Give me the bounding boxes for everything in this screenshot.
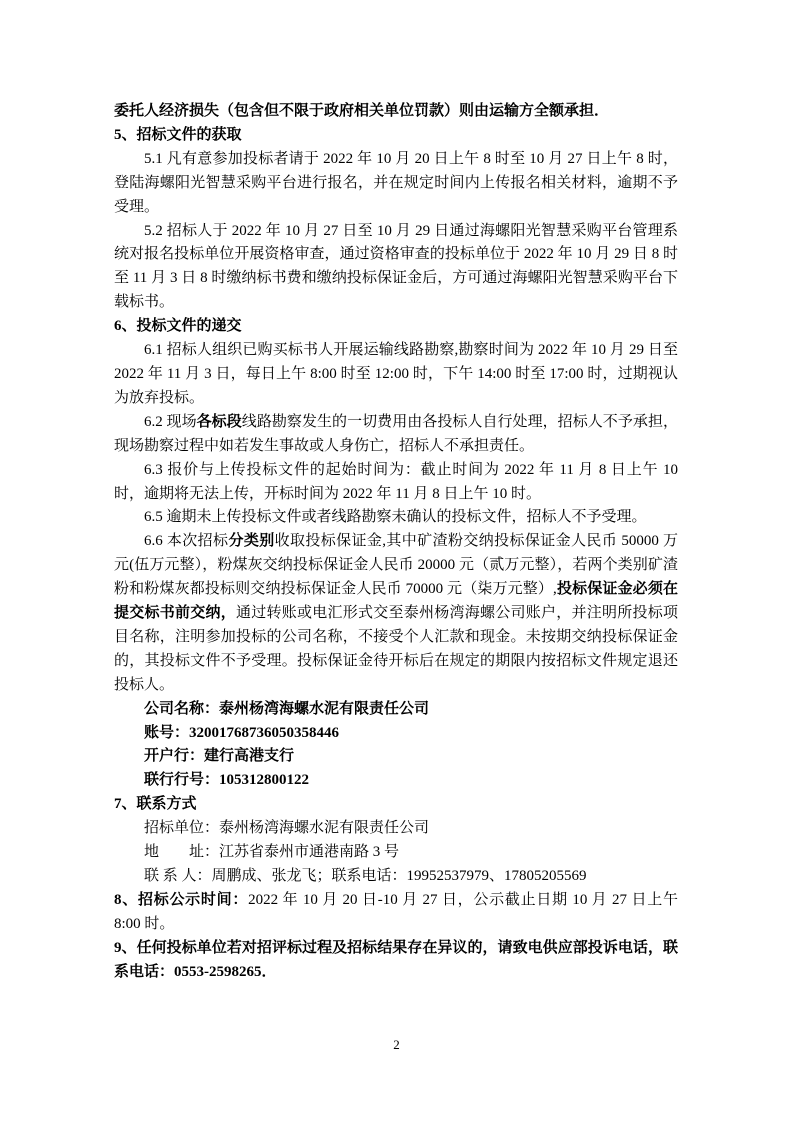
clause-6-6-text-3: 通过转账或电汇形式交至泰州杨湾海螺公司账户，并注明所投标项目名称，注明参加投标的公司名称，不接受个人汇款和现金。未按期交纳投标保证金的，其投标文件不予受理。投标保证金待开标后在规定的期限内按招标文件规定退还投标人。 — [114, 605, 678, 693]
clause-6-2-bold-term: 各标段 — [196, 413, 242, 430]
page-footer — [0, 1035, 793, 1055]
clause-6-5-text: 6.5 逾期未上传投标文件或者线路勘察未确认的投标文件，招标人不予受理。 — [144, 509, 647, 526]
contact-address — [114, 841, 678, 865]
clause-liability — [114, 100, 678, 124]
clause-6-3 — [114, 459, 678, 507]
contact-tendering-unit — [114, 817, 678, 841]
clause-6-6 — [114, 530, 678, 697]
clause-6-6-text-2: 收取投标保证金,其中矿渣粉交纳投标保证金人民币 50000 万元(伍万元整），粉煤灰交纳投标保证金人民币 20000 元（贰万元整），若两个类别矿渣粉和粉煤灰都投标则交纳投标保证金人民币 70000 元（柒万元整）, — [114, 533, 678, 598]
clause-5-1-text: 5.1 凡有意参加投标者请于 2022 年 10 月 20 日上午 8 时至 10 月 27 日上午 8 时，登陆海螺阳光智慧采购平台进行报名，并在规定时间内上传报名相关材料，逾期不予受理。 — [114, 150, 678, 215]
contact-persons — [114, 865, 678, 889]
clause-6-6-bold-term-2: 投标保证金必须在提交标书前交纳， — [114, 581, 678, 622]
bank-branch-text: 开户行：建行高港支行 — [144, 748, 295, 765]
clause-6-2-text-1: 6.2 现场 — [144, 413, 197, 430]
clause-6-1 — [114, 339, 678, 411]
bank-company-name-text: 公司名称：泰州杨湾海螺水泥有限责任公司 — [144, 700, 430, 717]
clause-6-2-text-2: 线路勘察发生的一切费用由各投标人自行处理，招标人不予承担，现场勘察过程中如若发生事故或人身伤亡，招标人不承担责任。 — [114, 413, 678, 454]
section-5-title-text: 5、招标文件的获取 — [114, 126, 242, 143]
bank-account-number — [114, 722, 678, 746]
section-6-title — [114, 315, 678, 339]
contact-tendering-unit-text: 招标单位：泰州杨湾海螺水泥有限责任公司 — [144, 820, 430, 837]
clause-5-2 — [114, 220, 678, 316]
document-body — [114, 100, 678, 985]
clause-8-publicity-time — [114, 889, 678, 937]
section-6-title-text: 6、投标文件的递交 — [114, 318, 242, 335]
section-7-title — [114, 793, 678, 817]
clause-6-1-text: 6.1 招标人组织已购买标书人开展运输线路勘察,勘察时间为 2022 年 10 月 29 日至 2022 年 11 月 3 日，每日上午 8:00 时至 12:00 时，下午 14:00 时至 17:00 时，过期视认为放弃投标。 — [114, 342, 678, 406]
clause-liability-text: 委托人经济损失（包含但不限于政府相关单位罚款）则由运输方全额承担． — [114, 103, 610, 119]
bank-branch-code-text: 联行行号：105312800122 — [144, 772, 310, 789]
clause-5-1 — [114, 148, 678, 220]
clause-6-3-text: 6.3 报价与上传投标文件的起始时间为：截止时间为 2022 年 11 月 8 日上午 10 时，逾期将无法上传，开标时间为 2022 年 11 月 8 日上午 10 时。 — [114, 461, 678, 502]
clause-6-6-text-1: 6.6 本次招标 — [144, 533, 229, 550]
clause-6-5 — [114, 506, 678, 530]
clause-6-6-bold-term-1: 分类别 — [228, 533, 275, 550]
page-number: 2 — [393, 1037, 400, 1052]
clause-6-2 — [114, 411, 678, 459]
bank-branch-code — [114, 769, 678, 793]
bank-account-number-text: 账号：32001768736050358446 — [144, 724, 340, 741]
clause-9-complaint-text: 9、任何投标单位若对招评标过程及招标结果存在异议的，请致电供应部投诉电话，联系电话：0553-2598265． — [114, 939, 678, 980]
clause-9-complaint — [114, 937, 678, 985]
bank-branch — [114, 745, 678, 769]
bank-company-name — [114, 698, 678, 722]
contact-persons-text: 联 系 人：周鹏成、张龙飞；联系电话：19952537979、17805205569 — [144, 868, 587, 884]
clause-5-2-text: 5.2 招标人于 2022 年 10 月 27 日至 10 月 29 日通过海螺阳光智慧采购平台管理系统对报名投标单位开展资格审查，通过资格审查的投标单位于 2022 年 10 月 29 日 8 时至 11 月 3 日 8 时缴纳标书费和缴纳投标保证金后，方可通过海螺阳光智慧采购平台下载标书。 — [114, 222, 678, 311]
clause-8-value: 2022 年 10 月 20 日-10 月 27 日，公示截止日期 10 月 27 日上午 8:00 时。 — [114, 891, 678, 932]
contact-address-text: 地 址：江苏省泰州市通港南路 3 号 — [144, 844, 400, 861]
section-5-title — [114, 124, 678, 148]
section-7-title-text: 7、联系方式 — [114, 796, 197, 813]
clause-8-label: 8、招标公示时间： — [114, 891, 249, 908]
